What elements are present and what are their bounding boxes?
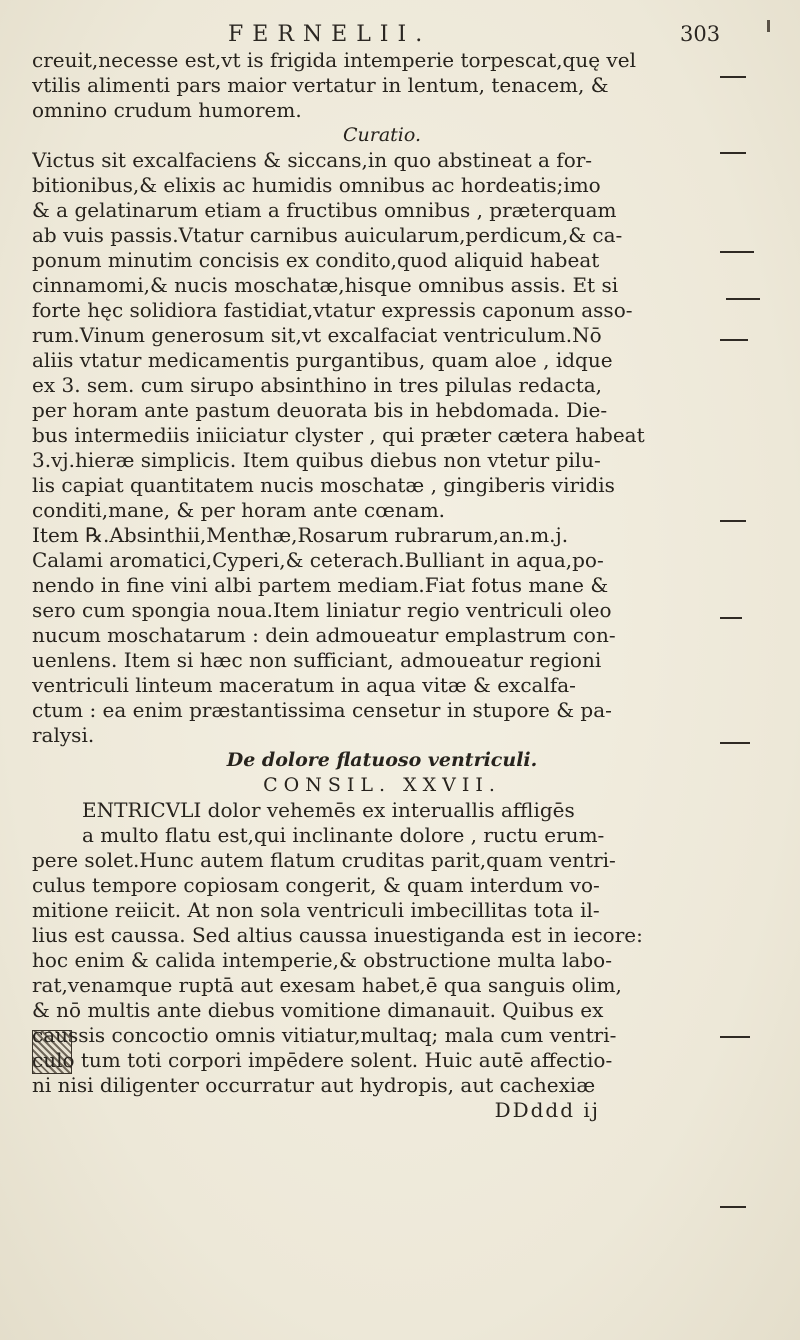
- text-line: ponum minutim concisis ex condito,quod aliquid habeat: [32, 248, 600, 272]
- text-line: ab vuis passis.Vtatur carnibus auicularum,perdicum,& ca-: [32, 223, 623, 247]
- margin-dash: [720, 76, 746, 78]
- text-line: 3.vj.hieræ simplicis. Item quibus diebus non vtetur pilu-: [32, 448, 601, 472]
- text-line: bitionibus,& elixis ac humidis omnibus ac hordeatis;imo: [32, 173, 601, 197]
- text-line: uenlens. Item si hæc non sufficiant, admoueatur regioni: [32, 648, 602, 672]
- text-line: lis capiat quantitatem nucis moschatæ , gingiberis viridis: [32, 473, 615, 497]
- text-line: ENTRICVLI dolor vehemēs ex interuallis affligēs: [82, 798, 575, 822]
- text-line: & a gelatinarum etiam a fructibus omnibus , præterquam: [32, 198, 617, 222]
- running-head: FERNELII.: [228, 22, 432, 47]
- text-line: nendo in fine vini albi partem mediam.Fiat fotus mane &: [32, 573, 609, 597]
- text-line: creuit,necesse est,vt is frigida intemperie torpescat,quę vel: [32, 48, 636, 72]
- margin-dash: [720, 152, 746, 154]
- text-line: forte hęc solidiora fastidiat,vtatur expressis caponum asso-: [32, 298, 633, 322]
- text-line: per horam ante pastum deuorata bis in hebdomada. Die-: [32, 398, 608, 422]
- text-line: hoc enim & calida intemperie,& obstructione multa labo-: [32, 948, 612, 972]
- text-line: vtilis alimenti pars maior vertatur in lentum, tenacem, &: [32, 73, 609, 97]
- text-line: culo tum toti corpori impēdere solent. Huic autē affectio-: [32, 1048, 613, 1072]
- section-heading-curatio: Curatio.: [342, 124, 422, 146]
- text-line: culus tempore copiosam congerit, & quam interdum vo-: [32, 873, 600, 897]
- text-line: caussis concoctio omnis vitiatur,multaq; mala cum ventri-: [32, 1023, 617, 1047]
- page-number: 303: [680, 22, 721, 46]
- text-line: nucum moschatarum : dein admoueatur emplastrum con-: [32, 623, 616, 647]
- text-line: ventriculi linteum maceratum in aqua vitæ & excalfa-: [32, 673, 576, 697]
- margin-dash: [720, 742, 750, 744]
- chapter-heading: De dolore flatuoso ventriculi.: [226, 749, 538, 771]
- text-line: ni nisi diligenter occurratur aut hydropis, aut cachexiæ: [32, 1073, 596, 1097]
- text-line: rum.Vinum generosum sit,vt excalfaciat ventriculum.Nō: [32, 323, 602, 347]
- text-line: a multo flatu est,qui inclinante dolore , ructu erum-: [82, 823, 605, 847]
- consilium-number: CONSIL. XXVII.: [263, 774, 501, 796]
- text-line: Calami aromatici,Cyperi,& ceterach.Bulliant in aqua,po-: [32, 548, 604, 572]
- text-line: Item ℞.Absinthii,Menthæ,Rosarum rubrarum,an.m.j.: [32, 523, 569, 547]
- text-line: sero cum spongia noua.Item liniatur regio ventriculi oleo: [32, 598, 612, 622]
- text-line: aliis vtatur medicamentis purgantibus, quam aloe , idque: [32, 348, 613, 372]
- text-line: pere solet.Hunc autem flatum cruditas parit,quam ventri-: [32, 848, 616, 872]
- text-line: ralysi.: [32, 723, 95, 747]
- text-line: bus intermediis iniiciatur clyster , qui præter cætera habeat: [32, 423, 645, 447]
- text-line: conditi,mane, & per horam ante cœnam.: [32, 498, 446, 522]
- signature-line: [32, 1098, 732, 1123]
- text-line: Victus sit excalfaciens & siccans,in quo abstineat a for-: [32, 148, 593, 172]
- margin-dash: [720, 520, 746, 522]
- text-line: ctum : ea enim præstantissima censetur in stupore & pa-: [32, 698, 612, 722]
- text-line: rat,venamque ruptā aut exesam habet,ē qua sanguis olim,: [32, 973, 622, 997]
- margin-dash: [726, 298, 760, 300]
- body-text: [32, 48, 732, 1123]
- text-line: ex 3. sem. cum sirupo absinthino in tres pilulas redacta,: [32, 373, 603, 397]
- text-line: mitione reiicit. At non sola ventriculi imbecillitas tota il-: [32, 898, 600, 922]
- margin-dash: [720, 251, 754, 253]
- text-line: lius est caussa. Sed altius caussa inuestiganda est in iecore:: [32, 923, 643, 947]
- margin-dash: [720, 617, 742, 619]
- margin-ink-marks: [720, 0, 800, 1340]
- margin-dash: [720, 1036, 750, 1038]
- margin-dash: [720, 1206, 746, 1208]
- margin-dash: [720, 339, 748, 341]
- text-line: cinnamomi,& nucis moschatæ,hisque omnibus assis. Et si: [32, 273, 619, 297]
- text-line: omnino crudum humorem.: [32, 98, 302, 122]
- text-line: & nō multis ante diebus vomitione dimanauit. Quibus ex: [32, 998, 604, 1022]
- signature-mark: DDddd ij: [494, 1098, 600, 1122]
